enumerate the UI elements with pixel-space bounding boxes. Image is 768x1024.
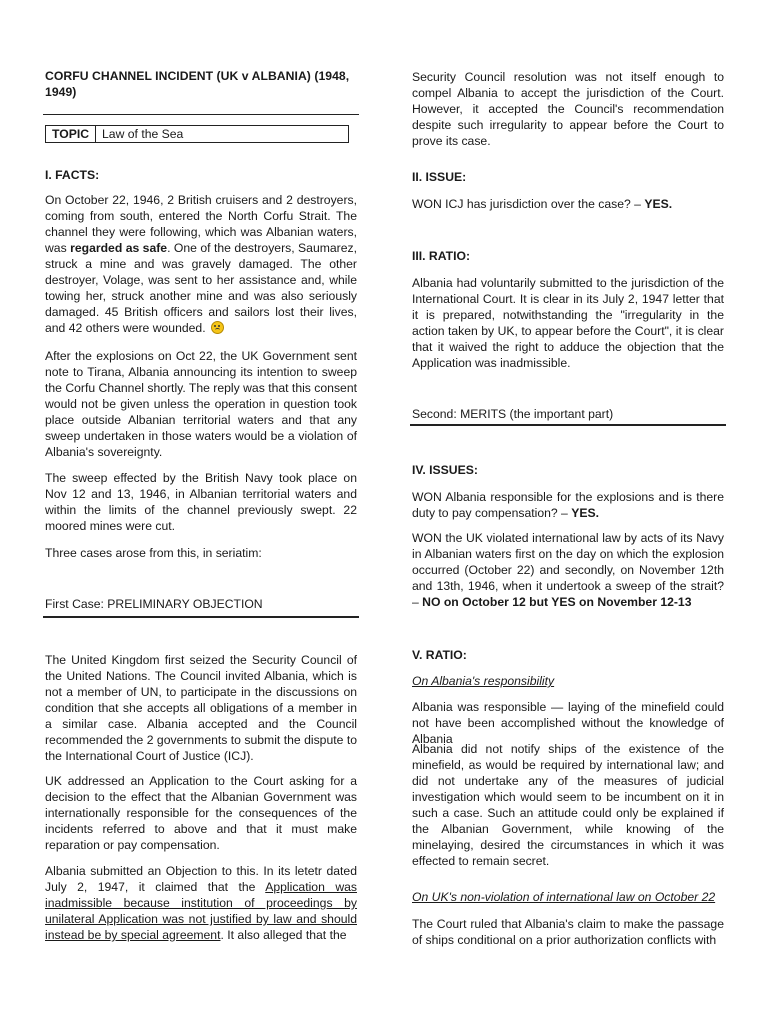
first-case-divider bbox=[43, 616, 359, 618]
facts-paragraph-4: Three cases arose from this, in seriatim: bbox=[45, 546, 262, 560]
ratio-paragraph: Albania had voluntarily submitted to the jurisdiction of the International Court. It is clear in its July 2, 1947 letter that it is prepared, notwithstanding the "irregularity in the action taken by UK, to appear before the Court", it is clear that it waived the right to adduce the objection that the Application was inadmissible. bbox=[412, 276, 724, 370]
ratio-v-paragraph-2: Albania did not notify ships of the existence of the minefield, as would be required by international law; and did not undertake any of the measures of judicial investigation which would seem to be incumbent on it in such a case. Such an attitude could only be explained if the Albanian Government, while knowing of the minelaying, desired the circumstances in which it was effected to remain secret. bbox=[412, 742, 724, 868]
frowning-face-icon bbox=[211, 321, 224, 334]
facts-p1-text-end: . One of the destroyers, Saumarez, struck a mine and was gravely damaged. The other destroyer, Volage, was sent to her assistance and, while towing her, struck another mine and was also seriously damaged. 45 British officers and sailors lost their lives, and 42 others were wounded. bbox=[45, 241, 357, 335]
second-case-divider bbox=[410, 424, 726, 426]
topic-label: TOPIC bbox=[46, 126, 96, 142]
ratio-v-heading: V. RATIO: bbox=[412, 648, 467, 662]
first-case-paragraph-1: The United Kingdom first seized the Security Council of the United Nations. The Council invited Albania, which is not a member of UN, to participate in the discussions on condition that she accepts all obligations of a member in a similar case. Albania accepted and the Council recommended the 2 governments to submit the dispute to the International Court of Justice (ICJ). bbox=[45, 653, 357, 763]
second-case-heading: Second: MERITS (the important part) bbox=[412, 407, 614, 421]
issue-question: WON ICJ has jurisdiction over the case? – bbox=[412, 197, 645, 211]
issue-heading: II. ISSUE: bbox=[412, 170, 467, 184]
ratio-v-paragraph-1: Albania was responsible — laying of the minefield could not have been accomplished without the knowledge of Albania bbox=[412, 700, 724, 746]
facts-p1-bold: regarded as safe bbox=[70, 241, 168, 255]
first-case-paragraph-3 bbox=[45, 863, 357, 943]
first-case-heading: First Case: PRELIMINARY OBJECTION bbox=[45, 597, 263, 611]
ratio-heading: III. RATIO: bbox=[412, 249, 470, 263]
issues-heading: IV. ISSUES: bbox=[412, 463, 478, 477]
issue-text bbox=[412, 196, 724, 212]
facts-heading: I. FACTS: bbox=[45, 168, 100, 182]
issue-1-question: WON Albania responsible for the explosions and is there duty to pay compensation? – bbox=[412, 490, 724, 520]
issue-answer: YES. bbox=[644, 197, 673, 211]
first-case-p3-text: Albania submitted an Objection to this. In its letetr dated July 2, 1947, it claimed that the bbox=[45, 864, 357, 894]
first-case-paragraph-2: UK addressed an Application to the Court asking for a decision to the effect that the Albanian Government was internationally responsible for the consequences of the incidents referred to above and that it must make reparation or pay compensation. bbox=[45, 774, 357, 852]
facts-paragraph-3: The sweep effected by the British Navy took place on Nov 12 and 13, 1946, in Albanian territorial waters and within the limits of the channel previously swept. 22 moored mines were cut. bbox=[45, 471, 357, 533]
topic-value: Law of the Sea bbox=[102, 127, 184, 141]
albania-responsibility-subheading: On Albania's responsibility bbox=[412, 674, 555, 688]
first-case-p3-text-end: . It also alleged that the bbox=[220, 928, 347, 942]
first-case-paragraph-4: Security Council resolution was not itself enough to compel Albania to accept the jurisdiction of the Court. However, it accepted the Council's recommendation despite such irregularity to appear before the Court to prove its case. bbox=[412, 70, 724, 148]
title-divider bbox=[43, 114, 359, 115]
issue-2 bbox=[412, 530, 724, 610]
uk-non-violation-subheading: On UK's non-violation of international law on October 22 bbox=[412, 890, 716, 904]
ratio-v-paragraph-3: The Court ruled that Albania's claim to make the passage of ships conditional on a prior authorization conflicts with bbox=[412, 917, 724, 947]
issue-1-answer: YES. bbox=[571, 506, 599, 520]
facts-paragraph-2: After the explosions on Oct 22, the UK Government sent note to Tirana, Albania announcing its intention to sweep the Corfu Channel shortly. The reply was that this consent would not be given unless the operation in question took place outside Albanian territorial waters and that any sweep undertaken in those waters would be a violation of Albania's sovereignty. bbox=[45, 349, 357, 459]
topic-box bbox=[45, 125, 349, 143]
issue-2-question: WON the UK violated international law by acts of its Navy in Albanian waters first on the day on which the explosion occurred (October 22) and secondly, on November 12th and 13th, 1946, when it undertook a sweep of the strait? – bbox=[412, 531, 724, 609]
facts-paragraph-1 bbox=[45, 192, 357, 336]
document-title: CORFU CHANNEL INCIDENT (UK v ALBANIA) (1948, 1949) bbox=[45, 69, 350, 99]
issue-1 bbox=[412, 489, 724, 521]
first-case-p3-underlined: Application was inadmissible because institution of proceedings by unilateral Application was not justified by law and should instead be by special agreement bbox=[45, 880, 357, 942]
issue-2-answer: NO on October 12 but YES on November 12-13 bbox=[422, 595, 692, 609]
facts-p1-text: On October 22, 1946, 2 British cruisers and 2 destroyers, coming from south, entered the North Corfu Strait. The channel they were following, which was Albanian waters, was bbox=[45, 193, 357, 255]
